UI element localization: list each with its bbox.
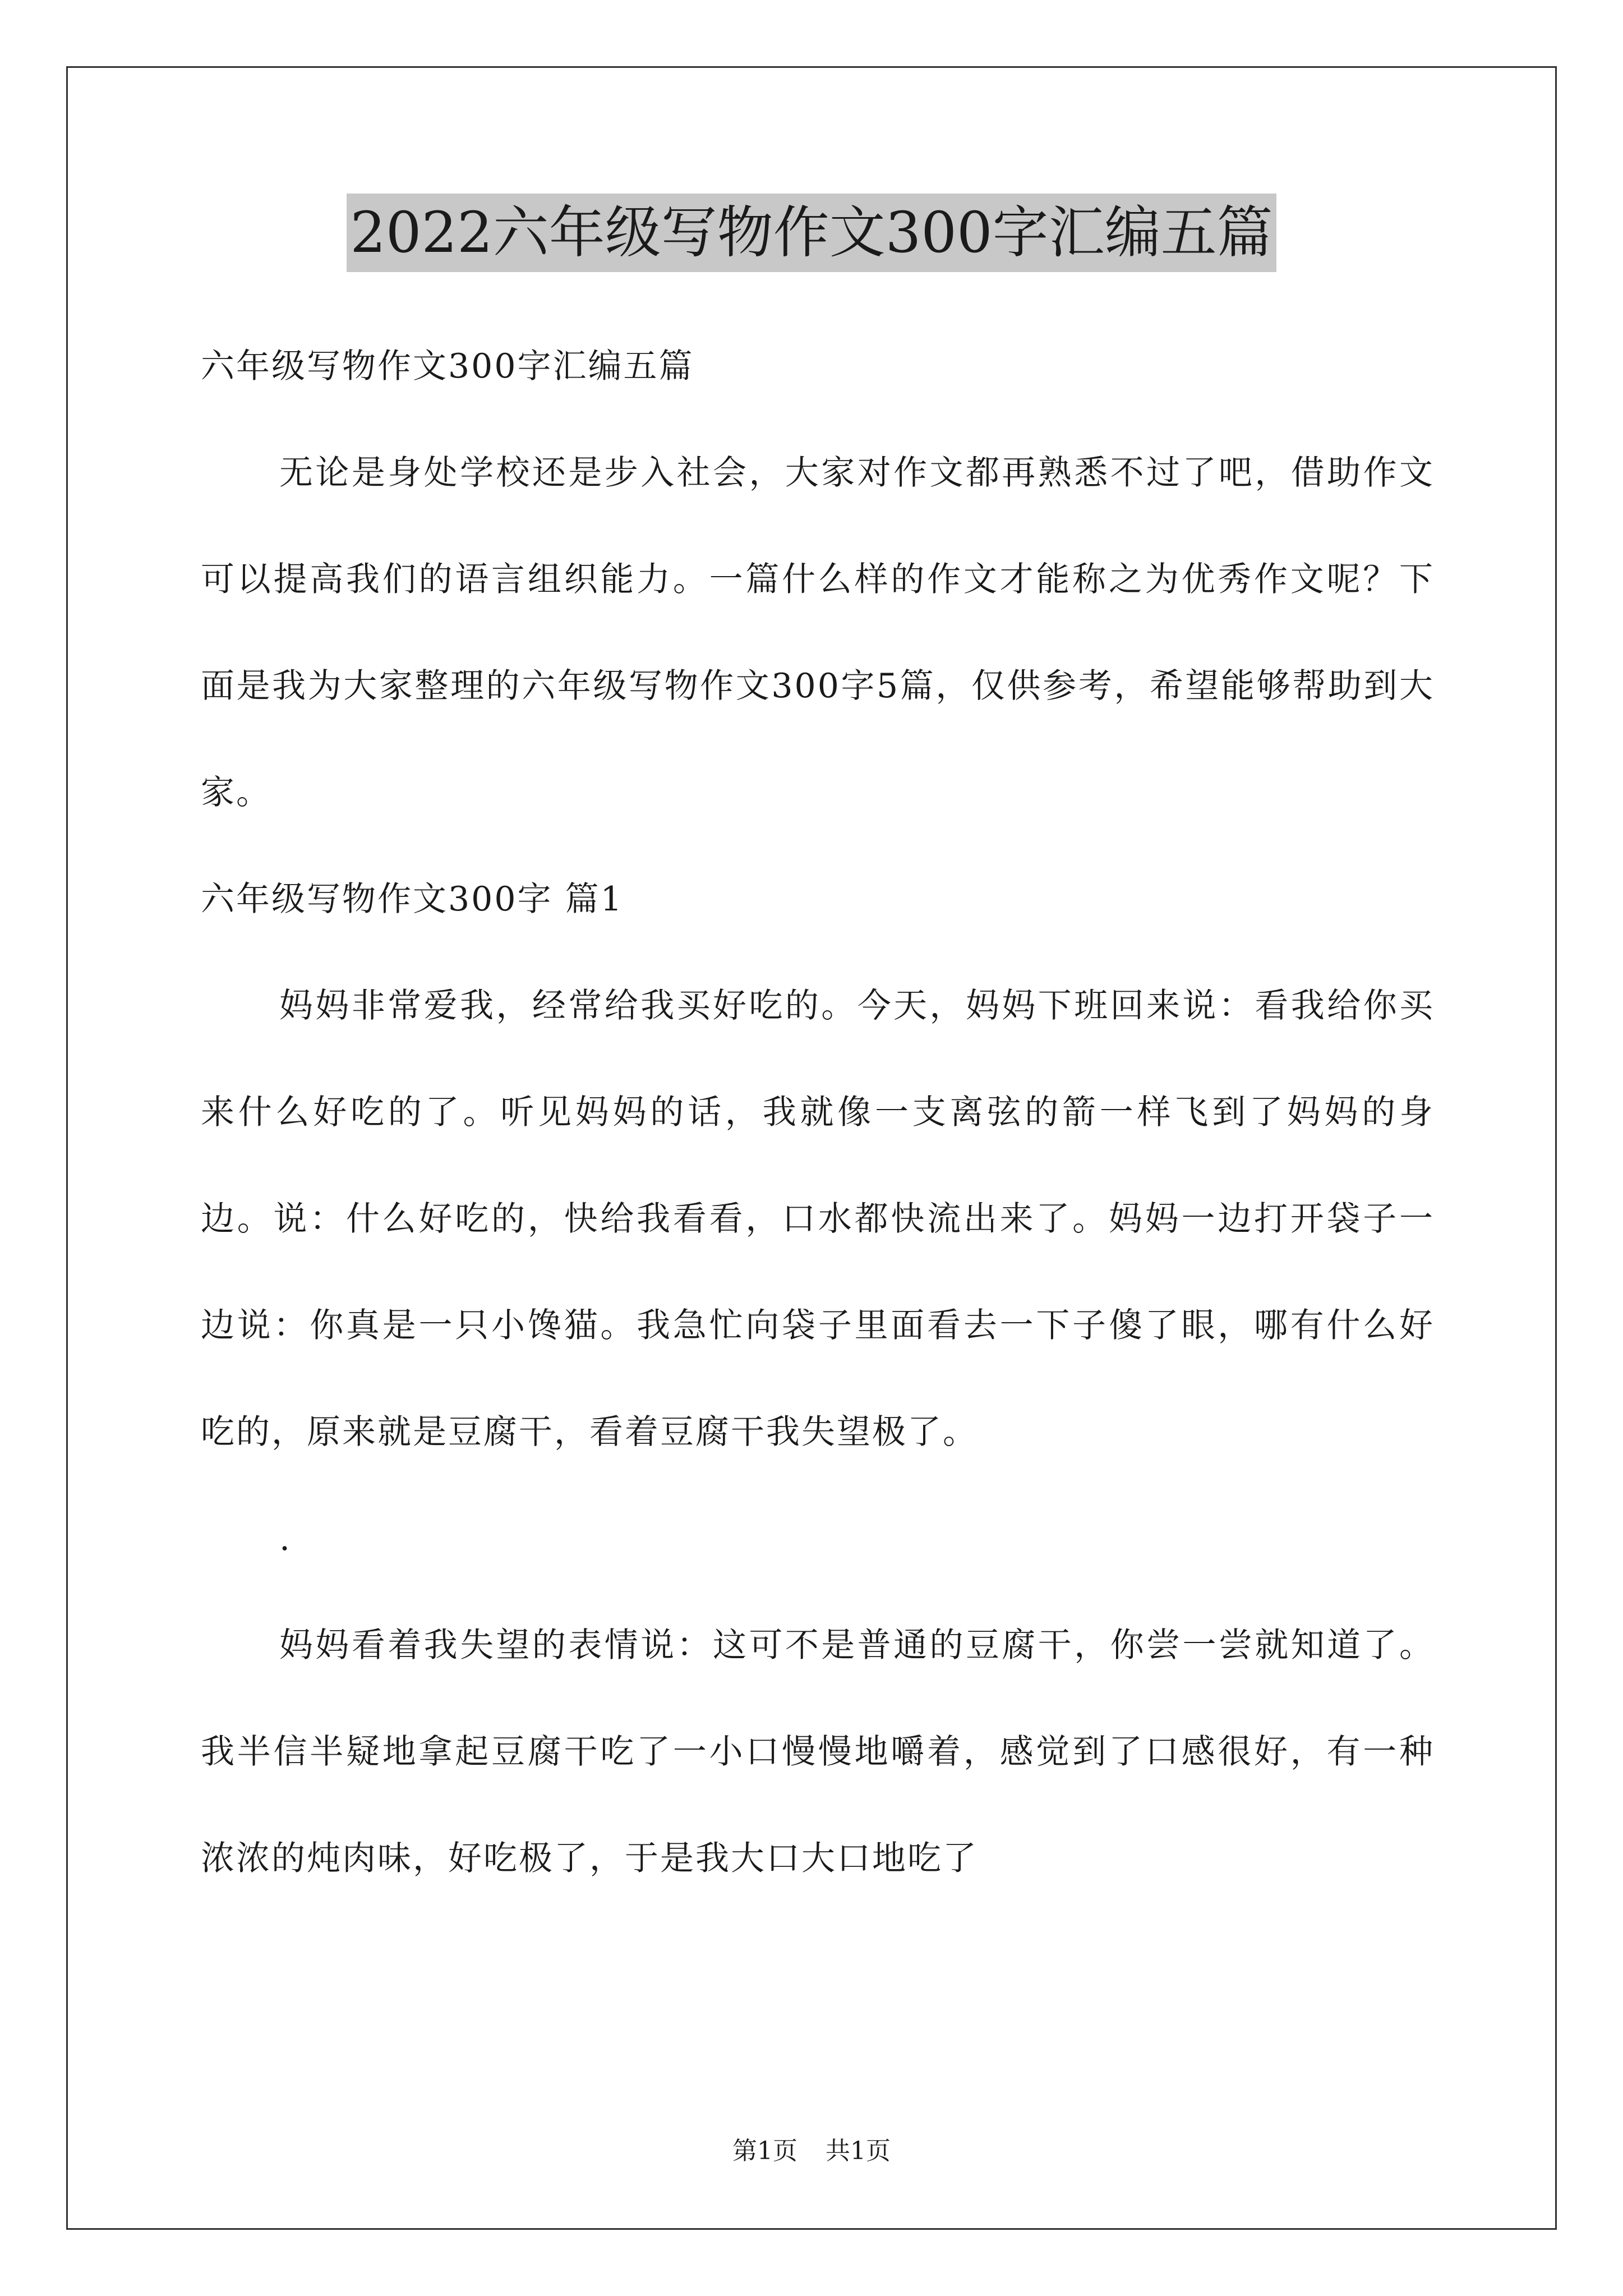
section-heading: 六年级写物作文300字 篇1 bbox=[201, 880, 624, 919]
title-container bbox=[0, 194, 1623, 272]
body-paragraph: 妈妈看着我失望的表情说：这可不是普通的豆腐干，你尝一尝就知道了。我半信半疑地拿起豆腐干吃了一小口慢慢地嚼着，感觉到了口感很好，有一种浓浓的炖肉味，好吃极了，于是我大口大口地吃了 bbox=[201, 1626, 1435, 1878]
subtitle-paragraph: 六年级写物作文300字汇编五篇 bbox=[201, 347, 694, 386]
page-footer bbox=[0, 2134, 1623, 2168]
document-title: 2022六年级写物作文300字汇编五篇 bbox=[347, 194, 1276, 272]
page-number-total: 共1页 bbox=[826, 2137, 891, 2165]
dot-paragraph: . bbox=[279, 1519, 292, 1558]
body-paragraph: 妈妈非常爱我，经常给我买好吃的。今天，妈妈下班回来说：看我给你买来什么好吃的了。听见妈妈的话，我就像一支离弦的箭一样飞到了妈妈的身边。说：什么好吃的，快给我看看，口水都快流出来了。妈妈一边打开袋子一边说：你真是一只小馋猫。我急忙向袋子里面看去一下子傻了眼，哪有什么好吃的，原来就是豆腐干，看着豆腐干我失望极了。 bbox=[201, 986, 1435, 1452]
document-body bbox=[201, 313, 1435, 1912]
page-number-current: 第1页 bbox=[732, 2137, 797, 2165]
intro-paragraph: 无论是身处学校还是步入社会，大家对作文都再熟悉不过了吧，借助作文可以提高我们的语言组织能力。一篇什么样的作文才能称之为优秀作文呢？下面是我为大家整理的六年级写物作文300字5篇，仅供参考，希望能够帮助到大家。 bbox=[201, 453, 1435, 812]
